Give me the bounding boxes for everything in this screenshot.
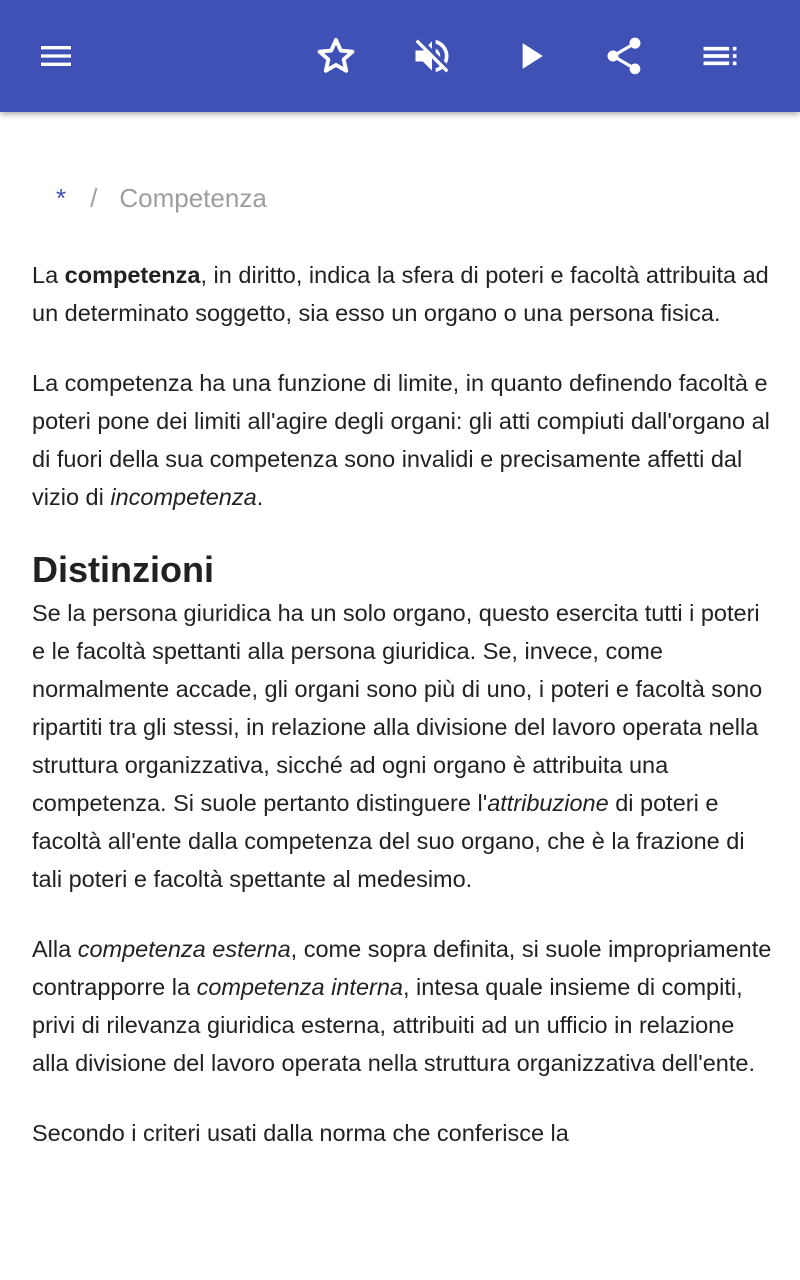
text-span: , intesa quale insieme di compiti, privi di rilevanza giuridica esterna, attribuiti ad un ufficio in relazione alla divisione del lavoro operata nella struttura organizzativa dell'ente.	[32, 974, 755, 1076]
text-span: La	[32, 262, 65, 288]
contents-button[interactable]	[692, 28, 748, 84]
article-content	[0, 112, 800, 1280]
star-outline-icon	[315, 35, 357, 77]
breadcrumb-current: Competenza	[119, 183, 267, 213]
paragraph-3	[32, 594, 772, 898]
play-icon	[508, 34, 552, 78]
text-span: .	[256, 484, 264, 510]
text-span: Alla	[32, 936, 78, 962]
mute-button[interactable]	[404, 28, 460, 84]
text-span: di poteri e facoltà all'ente dalla competenza del suo organo, che è la frazione di tali poteri e facoltà spettante al medesimo.	[32, 790, 745, 892]
bookmark-button[interactable]	[308, 28, 364, 84]
play-button[interactable]	[502, 28, 558, 84]
volume-off-icon	[410, 34, 454, 78]
article-body	[32, 256, 772, 1184]
menu-icon	[36, 36, 76, 76]
paragraph-4	[32, 930, 772, 1082]
share-button[interactable]	[596, 28, 652, 84]
share-icon	[602, 34, 646, 78]
italic-term: attribuzione	[487, 790, 609, 816]
italic-term: incompetenza	[110, 484, 257, 510]
italic-term: competenza esterna	[77, 936, 291, 962]
breadcrumb	[56, 180, 267, 216]
paragraph-2	[32, 364, 772, 516]
text-span: , in diritto, indica la sfera di poteri e facoltà attribuita ad un determinato soggetto, sia esso un organo o una persona fisica.	[32, 262, 769, 326]
app-toolbar	[0, 0, 800, 112]
menu-button[interactable]	[28, 28, 84, 84]
text-span: Secondo i criteri usati dalla norma che conferisce la	[32, 1120, 569, 1146]
paragraph-5	[32, 1114, 772, 1152]
text-span: Se la persona giuridica ha un solo organo, questo esercita tutti i poteri e le facoltà spettanti alla persona giuridica. Se, invece, come normalmente accade, gli organi sono più di uno, i poteri e facoltà sono ripartiti tra gli stessi, in relazione alla divisione del lavoro operata nella struttura organizzativa, sicché ad ogni organo è attribuita una competenza. Si suole pertanto distinguere l'	[32, 600, 763, 816]
section-heading: Distinzioni	[32, 549, 214, 590]
text-span: La competenza ha una funzione di limite, in quanto definendo facoltà e poteri pone dei limiti all'agire degli organi: gli atti compiuti dall'organo al di fuori della sua competenza sono invalidi e precisamente affetti dal vizio di	[32, 370, 770, 510]
italic-term: competenza interna	[196, 974, 403, 1000]
bold-term: competenza	[64, 262, 201, 288]
breadcrumb-separator: /	[90, 183, 98, 213]
text-span: , come sopra definita, si suole impropriamente contrapporre la	[32, 936, 772, 1000]
breadcrumb-root-link[interactable]: *	[56, 183, 67, 213]
paragraph-1	[32, 256, 772, 332]
table-of-contents-icon	[698, 34, 742, 78]
